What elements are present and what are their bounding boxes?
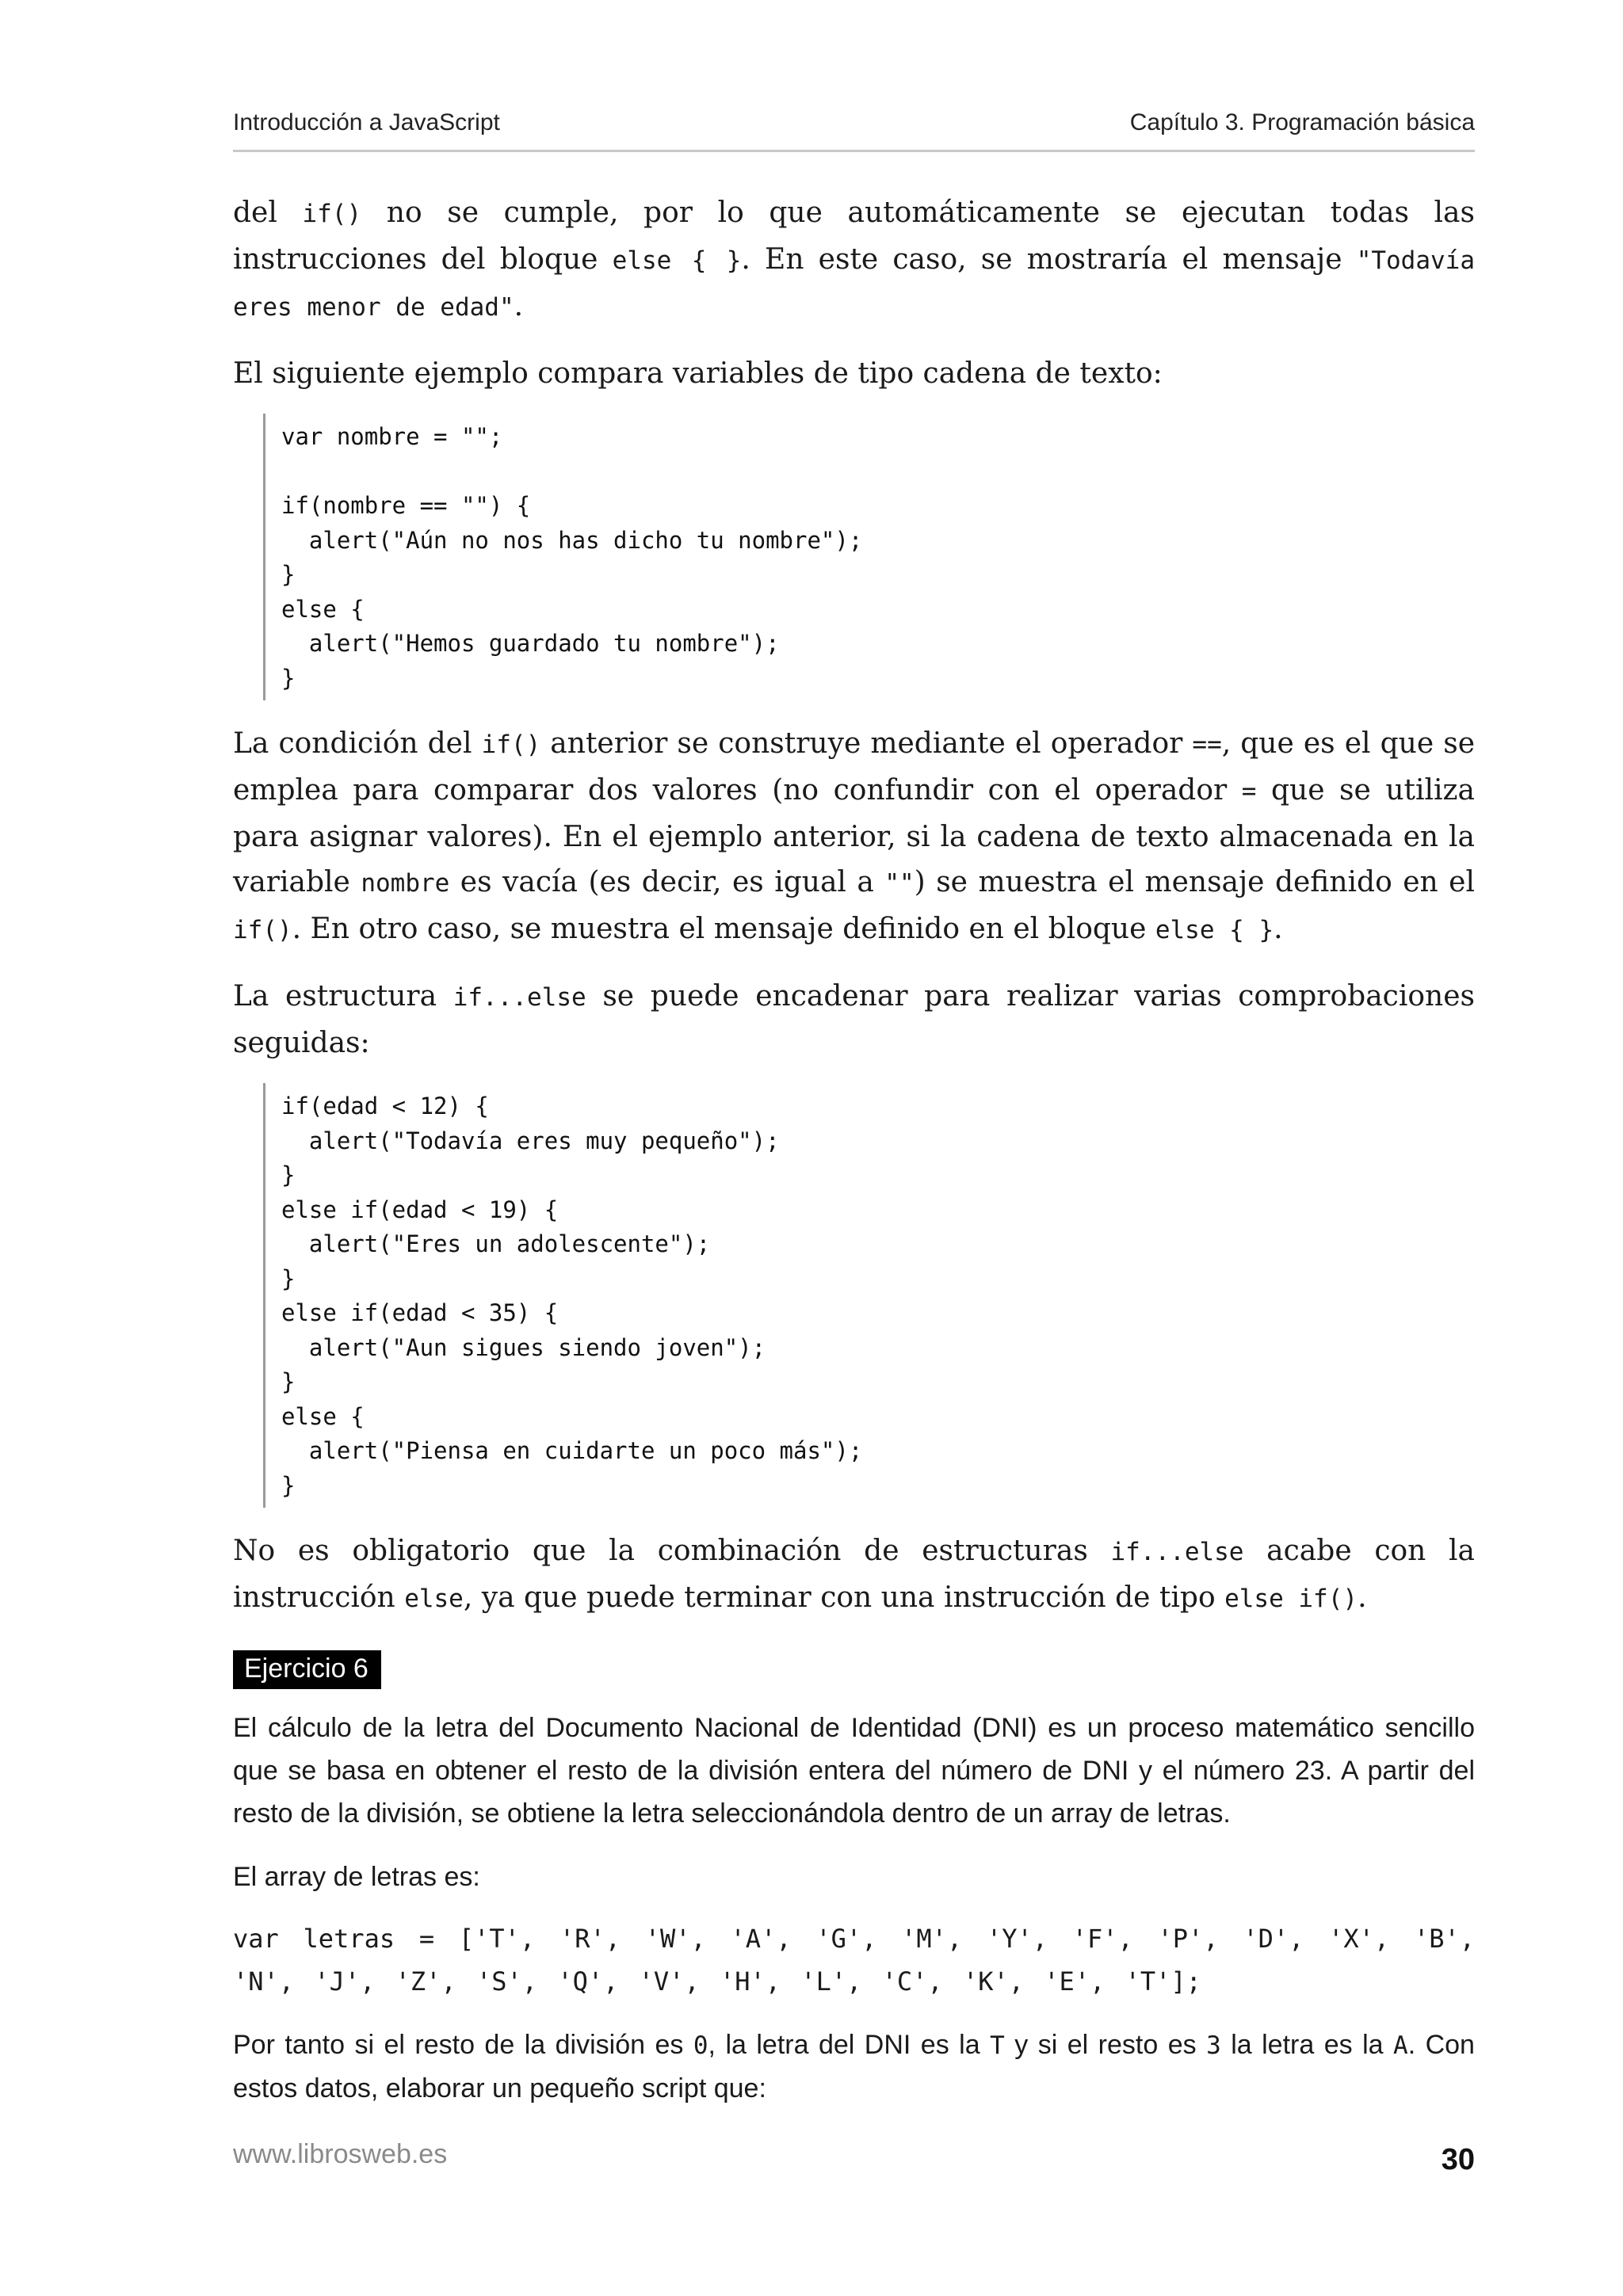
inline-code: if...else <box>453 983 586 1012</box>
page-number: 30 <box>1441 2143 1475 2176</box>
inline-code: = <box>1241 777 1257 806</box>
inline-code: "" <box>884 869 915 898</box>
inline-code: else { } <box>1155 916 1274 944</box>
exercise-badge: Ejercicio 6 <box>233 1650 381 1689</box>
inline-code: else if() <box>1224 1585 1358 1613</box>
inline-code: else <box>404 1585 464 1613</box>
paragraph-chained-structure-intro: La estructura if...else se puede encadenar para realizar varias comprobaciones seguidas: <box>233 980 1475 1059</box>
paragraph-string-example-intro: El siguiente ejemplo compara variables de tipo cadena de texto: <box>233 357 1163 390</box>
header-book-title: Introducción a JavaScript <box>233 109 500 135</box>
inline-code: if() <box>302 200 362 228</box>
header-chapter-title: Capítulo 3. Programación básica <box>1129 109 1475 135</box>
exercise-array-intro: El array de letras es: <box>233 1862 480 1892</box>
inline-code: if() <box>481 730 541 759</box>
letters-array-code: var letras = ['T', 'R', 'W', 'A', 'G', 'M', 'Y', 'F', 'P', 'D', 'X', 'B', 'N', 'J', 'Z', 'S', 'Q', 'V', 'H', 'L', 'C', 'K', 'E', 'T']; <box>233 1924 1475 1997</box>
inline-code: else { } <box>612 246 742 275</box>
exercise-description: El cálculo de la letra del Documento Nacional de Identidad (DNI) es un proceso matemático sencillo que se basa en obtener el resto de la división entera del número de DNI y el número 23. A partir del resto de la división, se obtiene la letra seleccionándola dentro de un array de letras. <box>233 1713 1475 1829</box>
inline-code: "Todavía eres menor de edad" <box>233 246 1475 322</box>
code-block-age-check: if(edad < 12) { alert("Todavía eres muy pequeño"); } else if(edad < 19) { alert("Eres un adolescente"); } else if(edad < 35) { alert("Aun sigues siendo joven"); } else { alert("Piensa en cuidarte un poco más"); } <box>263 1083 1475 1508</box>
paragraph-else-optional: No es obligatorio que la combinación de estructuras if...else acabe con la instrucción else, ya que puede terminar con una instrucción de tipo else if(). <box>233 1535 1476 1614</box>
exercise-instructions: Por tanto si el resto de la división es 0, la letra del DNI es la T y si el resto es 3 la letra es la A. Con estos datos, elaborar un pequeño script que: <box>233 2030 1475 2103</box>
inline-code: nombre <box>361 869 450 898</box>
inline-code: if() <box>233 916 292 944</box>
paragraph-condition-explanation: La condición del if() anterior se construye mediante el operador ==, que es el que se emplea para comparar dos valores (no confundir con el operador = que se utiliza para asignar valores). En el ejemplo anterior, si la cadena de texto almacenada en la variable nombre es vacía (es decir, es igual a "") se muestra el mensaje definido en el if(). En otro caso, se muestra el mensaje definido en el bloque else { }. <box>233 727 1476 945</box>
document-page <box>233 0 1475 2296</box>
inline-code: 3 <box>1206 2031 1221 2060</box>
inline-code: == <box>1192 730 1222 759</box>
footer-website-link[interactable]: www.librosweb.es <box>233 2139 448 2169</box>
page-content <box>233 190 1475 2110</box>
inline-code: if...else <box>1110 1538 1244 1566</box>
inline-code: T <box>990 2031 1005 2060</box>
inline-code: 0 <box>693 2031 708 2060</box>
paragraph-else-explanation: del if() no se cumple, por lo que automáticamente se ejecutan todas las instrucciones del bloque else { }. En este caso, se mostraría el mensaje "Todavía eres menor de edad". <box>233 196 1475 322</box>
inline-code: A <box>1393 2031 1408 2060</box>
code-block-string-compare: var nombre = ""; if(nombre == "") { alert("Aún no nos has dicho tu nombre"); } else { alert("Hemos guardado tu nombre"); } <box>263 414 1475 700</box>
header-divider <box>233 150 1475 152</box>
